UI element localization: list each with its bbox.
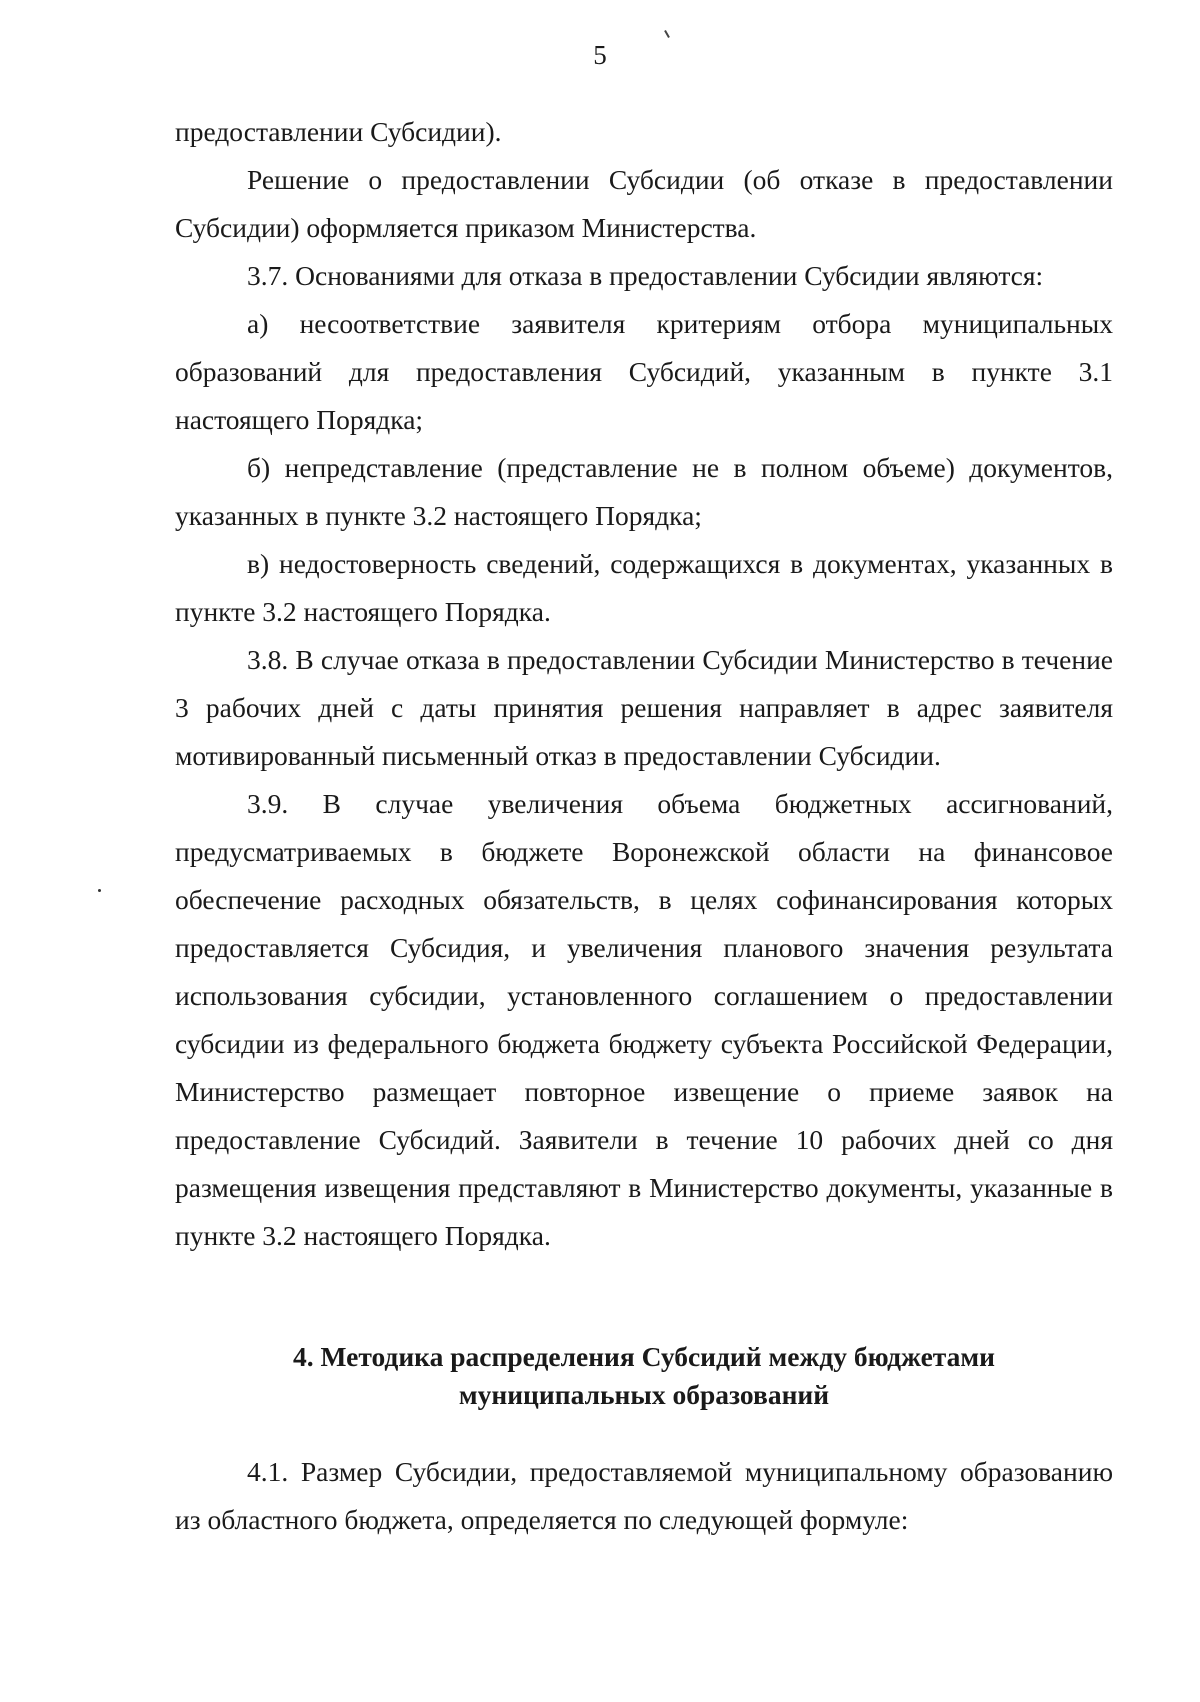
paragraph-3-7-b: б) непредставление (представление не в полном объеме) документов, указанных в пункте 3.2 настоящего Порядка;: [175, 452, 1113, 531]
paragraph-3-8: 3.8. В случае отказа в предоставлении Субсидии Министерство в течение 3 рабочих дней с даты принятия решения направляет в адрес заявителя мотивированный письменный отказ в предоставлении Субсидии.: [175, 644, 1113, 771]
paragraph-3-7-v: в) недостоверность сведений, содержащихся в документах, указанных в пункте 3.2 настоящего Порядка.: [175, 548, 1113, 627]
section-heading-line-1: 4. Методика распределения Субсидий между бюджетами: [293, 1341, 995, 1372]
document-body: [175, 108, 1113, 1544]
scan-dot-mark: [98, 889, 101, 892]
paragraph-3-7-a: а) несоответствие заявителя критериям отбора муниципальных образований для предоставления Субсидий, указанным в пункте 3.1 настоящего Порядка;: [175, 308, 1113, 435]
scan-tick-mark: [664, 30, 670, 38]
section-heading-line-2: муниципальных образований: [458, 1379, 830, 1410]
section-heading: [175, 1338, 1113, 1414]
paragraph-decision: Решение о предоставлении Субсидии (об отказе в предоставлении Субсидии) оформляется приказом Министерства.: [175, 164, 1113, 243]
paragraph-3-7: 3.7. Основаниями для отказа в предоставлении Субсидии являются:: [247, 260, 1044, 291]
page-number: 5: [593, 40, 607, 70]
paragraph-3-9: 3.9. В случае увеличения объема бюджетных ассигнований, предусматриваемых в бюджете Воронежской области на финансовое обеспечение расходных обязательств, в целях софинансирования которых предоставляется Субсидия, и увеличения планового значения результата использования субсидии, установленного соглашением о предоставлении субсидии из федерального бюджета бюджету субъекта Российской Федерации, Министерство размещает повторное извещение о приеме заявок на предоставление Субсидий. Заявители в течение 10 рабочих дней со дня размещения извещения представляют в Министерство документы, указанные в пункте 3.2 настоящего Порядка.: [175, 788, 1113, 1251]
paragraph-continuation: предоставлении Субсидии).: [175, 116, 502, 147]
paragraph-4-1: 4.1. Размер Субсидии, предоставляемой муниципальному образованию из областного бюджета, определяется по следующей формуле:: [175, 1456, 1113, 1535]
